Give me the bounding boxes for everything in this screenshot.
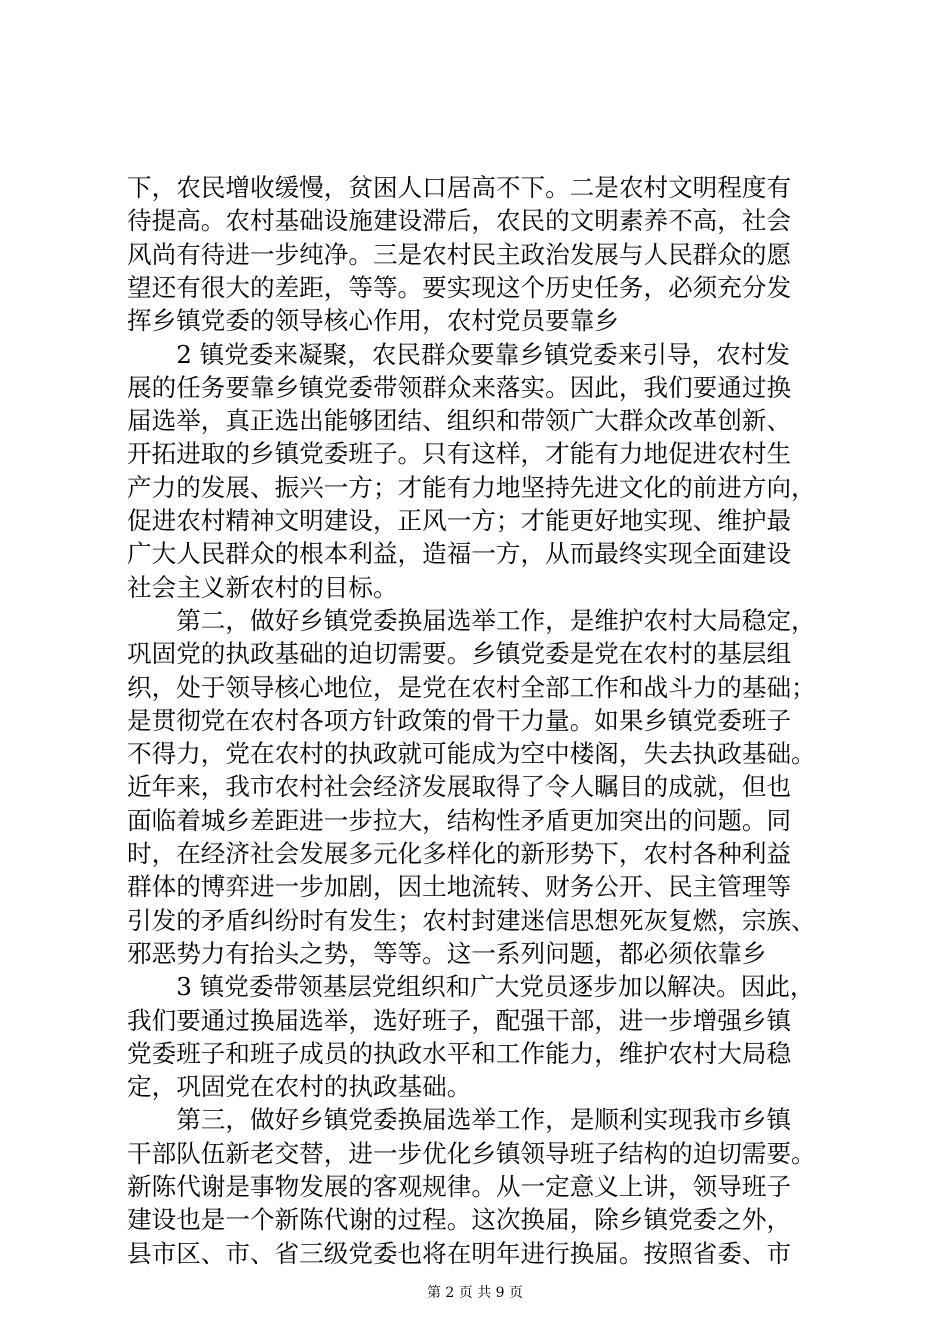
text-line: 群体的博弈进一步加剧，因土地流转、财务公开、民主管理等: [127, 872, 792, 902]
text-line: 3 镇党委带领基层党组织和广大党员逐步加以解决。因此，: [127, 972, 815, 1002]
text-line: 邪恶势力有抬头之势，等等。这一系列问题，都必须依靠乡: [127, 938, 767, 968]
text-line: 开拓进取的乡镇党委班子。只有这样，才能有力地促进农村生: [127, 439, 792, 469]
text-line: 定，巩固党在农村的执政基础。: [127, 1072, 472, 1102]
text-line: 风尚有待进一步纯净。三是农村民主政治发展与人民群众的愿: [127, 239, 792, 269]
text-line: 下，农民增收缓慢，贫困人口居高不下。二是农村文明程度有: [127, 173, 792, 202]
text-line: 时，在经济社会发展多元化多样化的新形势下，农村各种利益: [127, 839, 792, 868]
text-line: 社会主义新农村的目标。: [127, 572, 398, 602]
text-line: 近年来，我市农村社会经济发展取得了令人瞩目的成就，但也: [127, 772, 792, 802]
text-line: 2 镇党委来凝聚，农民群众要靠乡镇党委来引导，农村发: [127, 339, 790, 369]
text-line: 引发的矛盾纠纷时有发生；农村封建迷信思想死灰复燃，宗族、: [127, 905, 816, 935]
text-line: 干部队伍新老交替，进一步优化乡镇领导班子结构的迫切需要。: [127, 1138, 816, 1168]
text-line: 待提高。农村基础设施建设滞后，农民的文明素养不高，社会: [127, 206, 792, 236]
text-line: 不得力，党在农村的执政就可能成为空中楼阁，失去执政基础。: [127, 739, 816, 769]
text-line: 第二，做好乡镇党委换届选举工作，是维护农村大局稳定，: [127, 605, 816, 635]
text-line: 广大人民群众的根本利益，造福一方，从而最终实现全面建设: [127, 539, 792, 569]
text-line: 新陈代谢是事物发展的客观规律。从一定意义上讲，领导班子: [127, 1172, 792, 1201]
text-line: 挥乡镇党委的领导核心作用，农村党员要靠乡: [127, 306, 619, 336]
text-line: 望还有很大的差距，等等。要实现这个历史任务，必须充分发: [127, 272, 792, 302]
text-line: 织，处于领导核心地位，是党在农村全部工作和战斗力的基础；: [127, 672, 816, 702]
text-line: 党委班子和班子成员的执政水平和工作能力，维护农村大局稳: [127, 1038, 792, 1068]
text-line: 届选举，真正选出能够团结、组织和带领广大群众改革创新、: [127, 406, 792, 436]
text-line: 产力的发展、振兴一方；才能有力地坚持先进文化的前进方向，: [127, 472, 816, 502]
text-line: 巩固党的执政基础的迫切需要。乡镇党委是党在农村的基层组: [127, 639, 792, 669]
text-line: 第三，做好乡镇党委换届选举工作，是顺利实现我市乡镇: [127, 1105, 792, 1135]
text-line: 我们要通过换届选举，选好班子，配强干部，进一步增强乡镇: [127, 1005, 792, 1035]
text-line: 展的任务要靠乡镇党委带领群众来落实。因此，我们要通过换: [127, 372, 792, 402]
text-line: 促进农村精神文明建设，正风一方；才能更好地实现、维护最: [127, 506, 792, 535]
text-line: 建设也是一个新陈代谢的过程。这次换届，除乡镇党委之外，: [127, 1205, 792, 1235]
text-line: 是贯彻党在农村各项方针政策的骨干力量。如果乡镇党委班子: [127, 705, 792, 735]
page-number-footer: 第 2 页 共 9 页: [426, 1285, 524, 1301]
text-line: 面临着城乡差距进一步拉大，结构性矛盾更加突出的问题。同: [127, 805, 792, 835]
text-line: 县市区、市、省三级党委也将在明年进行换届。按照省委、市: [127, 1238, 792, 1268]
